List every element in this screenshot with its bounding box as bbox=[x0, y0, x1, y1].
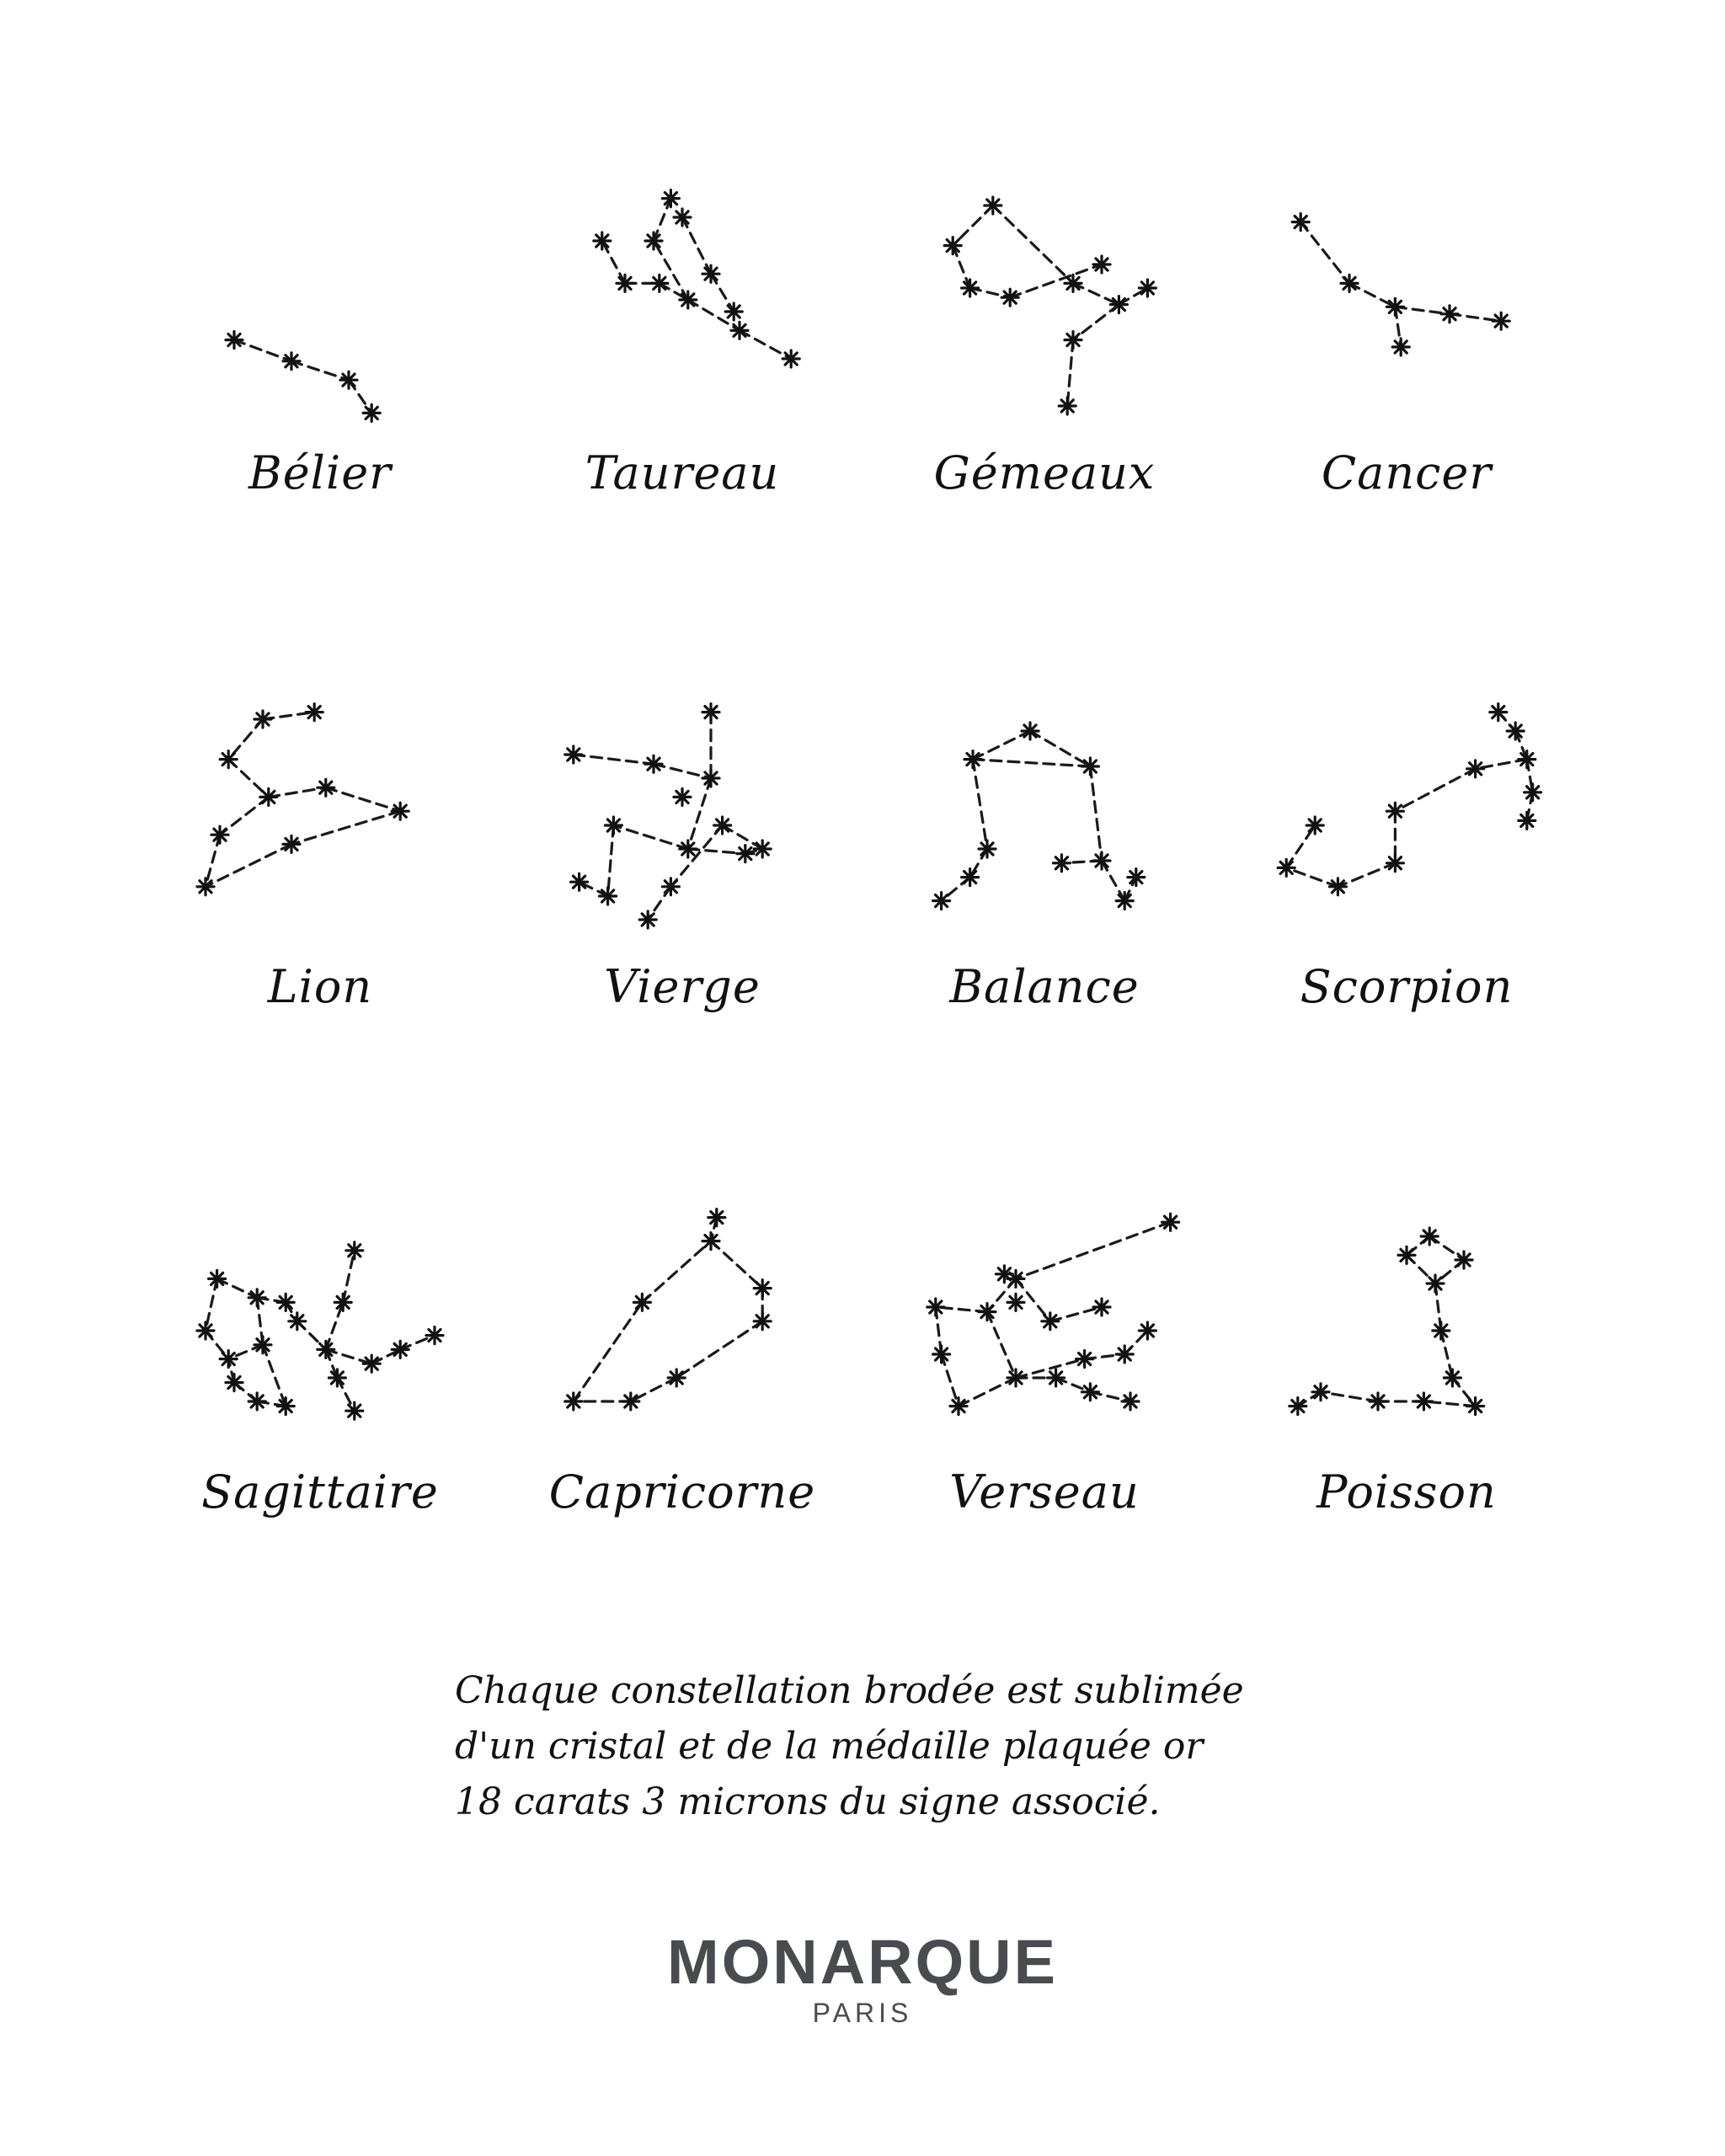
brand-logo bbox=[0, 1929, 1725, 2030]
star-icon bbox=[1065, 275, 1081, 291]
caption-line: d'un cristal et de la médaille plaquée or bbox=[455, 1725, 1204, 1768]
star-icon bbox=[334, 1294, 351, 1310]
constellation-link bbox=[1050, 1307, 1102, 1321]
star-icon bbox=[346, 1402, 363, 1419]
star-icon bbox=[1065, 332, 1081, 349]
star-icon bbox=[1042, 1313, 1059, 1330]
star-icon bbox=[1139, 1322, 1156, 1339]
constellation-link bbox=[1395, 769, 1475, 811]
star-icon bbox=[933, 893, 950, 910]
star-icon bbox=[571, 873, 588, 890]
star-icon bbox=[645, 755, 662, 772]
constellation-card bbox=[152, 682, 489, 1137]
constellation-link bbox=[337, 1378, 354, 1411]
constellation-name: Vierge bbox=[604, 960, 761, 1013]
constellation-link bbox=[688, 778, 711, 849]
star-icon bbox=[254, 1337, 271, 1353]
star-icon bbox=[651, 275, 668, 291]
star-icon bbox=[1493, 312, 1509, 329]
constellation-link bbox=[326, 787, 400, 811]
star-icon bbox=[782, 350, 799, 367]
constellation-link bbox=[220, 797, 269, 835]
star-icon bbox=[725, 303, 742, 320]
constellation-card bbox=[876, 1187, 1213, 1642]
constellation-link bbox=[631, 1378, 676, 1401]
star-icon bbox=[1139, 280, 1156, 296]
star-icon bbox=[220, 751, 237, 768]
constellation-link bbox=[400, 1336, 435, 1350]
star-icon bbox=[1093, 852, 1110, 869]
caption-line: 18 carats 3 microns du signe associé. bbox=[455, 1780, 1161, 1823]
star-icon bbox=[1128, 869, 1145, 886]
constellation-link bbox=[613, 825, 687, 849]
star-icon bbox=[283, 835, 300, 852]
constellation-link bbox=[654, 199, 670, 241]
star-icon bbox=[702, 704, 719, 721]
constellation-link bbox=[228, 1345, 263, 1359]
constellation-link bbox=[608, 825, 614, 896]
constellation-link bbox=[574, 755, 654, 764]
star-icon bbox=[754, 1313, 771, 1330]
star-icon bbox=[714, 817, 731, 834]
constellation-link bbox=[343, 1251, 355, 1303]
star-icon bbox=[392, 1341, 409, 1358]
star-icon bbox=[1386, 298, 1403, 315]
star-icon bbox=[1433, 1322, 1450, 1339]
constellation-link bbox=[993, 205, 1073, 283]
constellation-card bbox=[876, 168, 1213, 623]
star-icon bbox=[754, 1280, 771, 1297]
constellation-link bbox=[206, 835, 220, 887]
star-icon bbox=[1122, 1393, 1139, 1410]
star-icon bbox=[363, 404, 380, 421]
constellation-link bbox=[371, 1349, 400, 1364]
star-icon bbox=[289, 1313, 306, 1330]
star-icon bbox=[392, 803, 409, 819]
star-icon bbox=[1525, 784, 1541, 801]
star-icon bbox=[985, 197, 1001, 214]
constellation-link bbox=[1338, 863, 1395, 887]
star-icon bbox=[318, 1341, 334, 1358]
star-icon bbox=[702, 1233, 719, 1250]
constellation-name: Bélier bbox=[248, 446, 392, 499]
constellation-link bbox=[579, 882, 608, 896]
star-icon bbox=[328, 1369, 345, 1386]
constellation-link bbox=[1016, 1359, 1085, 1378]
constellation-link bbox=[326, 1349, 371, 1364]
star-icon bbox=[1507, 723, 1524, 739]
star-icon bbox=[283, 353, 300, 370]
star-icon bbox=[209, 1270, 226, 1287]
star-icon bbox=[1278, 859, 1295, 876]
star-icon bbox=[565, 1393, 582, 1410]
constellation-link bbox=[206, 844, 291, 886]
constellation-card bbox=[1238, 1187, 1575, 1642]
star-icon bbox=[226, 1374, 243, 1391]
star-icon bbox=[633, 1294, 650, 1310]
star-icon bbox=[1398, 1246, 1415, 1263]
star-icon bbox=[600, 888, 617, 905]
constellation-card bbox=[152, 168, 489, 623]
constellation-name: Gémeaux bbox=[933, 446, 1156, 499]
star-icon bbox=[662, 190, 679, 207]
star-icon bbox=[979, 1304, 996, 1321]
caption bbox=[455, 1663, 1297, 1830]
star-icon bbox=[277, 1398, 294, 1415]
star-icon bbox=[702, 265, 719, 282]
star-icon bbox=[1455, 1251, 1472, 1268]
star-icon bbox=[1386, 855, 1403, 872]
star-icon bbox=[1519, 812, 1535, 829]
constellation-link bbox=[291, 811, 400, 844]
star-icon bbox=[197, 1322, 214, 1339]
star-icon bbox=[933, 1346, 950, 1363]
star-icon bbox=[248, 1289, 265, 1306]
constellation-link bbox=[602, 241, 625, 283]
constellation-card bbox=[514, 168, 851, 623]
constellation-link bbox=[973, 760, 1090, 766]
constellation-link bbox=[1286, 825, 1315, 867]
constellation-link bbox=[269, 787, 326, 797]
star-icon bbox=[605, 817, 622, 834]
constellation-card bbox=[1238, 682, 1575, 1137]
constellation-link bbox=[1476, 760, 1527, 769]
star-icon bbox=[754, 841, 771, 857]
star-icon bbox=[1007, 1369, 1024, 1386]
constellation-link bbox=[942, 1354, 959, 1406]
star-icon bbox=[1162, 1214, 1179, 1230]
constellation-link bbox=[711, 1241, 762, 1289]
star-icon bbox=[1392, 339, 1409, 355]
constellation-link bbox=[682, 217, 711, 274]
star-icon bbox=[1081, 758, 1098, 775]
star-icon bbox=[944, 237, 961, 254]
star-icon bbox=[950, 1398, 967, 1415]
constellation-link bbox=[1300, 222, 1349, 284]
brand-name: MONARQUE bbox=[667, 1927, 1058, 1997]
constellation-link bbox=[973, 760, 987, 849]
star-icon bbox=[306, 704, 323, 721]
star-icon bbox=[594, 232, 611, 249]
constellation-link bbox=[1067, 340, 1073, 406]
star-icon bbox=[737, 846, 754, 862]
star-icon bbox=[1312, 1384, 1329, 1401]
star-icon bbox=[674, 788, 691, 805]
star-icon bbox=[1415, 1393, 1432, 1410]
star-icon bbox=[962, 869, 979, 886]
constellation-link bbox=[1321, 1392, 1378, 1401]
star-icon bbox=[1421, 1228, 1438, 1245]
star-icon bbox=[1441, 306, 1458, 323]
constellation-link bbox=[723, 825, 763, 849]
star-icon bbox=[674, 209, 691, 226]
constellation-link bbox=[1010, 264, 1102, 297]
star-icon bbox=[197, 878, 214, 895]
star-icon bbox=[617, 275, 633, 291]
constellation-name: Lion bbox=[267, 960, 373, 1013]
star-icon bbox=[260, 788, 277, 805]
constellation-link bbox=[291, 361, 349, 380]
star-icon bbox=[645, 232, 662, 249]
constellation-name: Cancer bbox=[1321, 446, 1493, 499]
constellation-link bbox=[654, 764, 711, 778]
constellation-link bbox=[263, 1345, 286, 1406]
constellation-link bbox=[1090, 766, 1102, 861]
star-icon bbox=[639, 911, 656, 928]
constellation-link bbox=[1030, 731, 1090, 766]
constellation-link bbox=[670, 825, 722, 887]
star-icon bbox=[248, 1393, 265, 1410]
constellation-link bbox=[234, 340, 291, 361]
star-icon bbox=[1053, 855, 1070, 872]
star-icon bbox=[1081, 1384, 1098, 1401]
star-icon bbox=[962, 280, 979, 296]
star-icon bbox=[565, 746, 582, 763]
constellation-name: Sagittaire bbox=[201, 1465, 439, 1518]
star-icon bbox=[1467, 1398, 1484, 1415]
star-icon bbox=[318, 779, 334, 796]
star-icon bbox=[226, 332, 243, 349]
star-icon bbox=[708, 1209, 725, 1226]
star-icon bbox=[927, 1299, 944, 1315]
constellation-link bbox=[740, 330, 791, 359]
star-icon bbox=[1048, 1369, 1065, 1386]
constellation-name: Capricorne bbox=[548, 1465, 816, 1518]
star-icon bbox=[668, 1369, 685, 1386]
caption-line: Chaque constellation brodée est sublimée bbox=[455, 1669, 1244, 1712]
star-icon bbox=[1110, 296, 1127, 313]
star-icon bbox=[731, 322, 748, 339]
star-icon bbox=[1076, 1351, 1093, 1368]
star-icon bbox=[340, 371, 357, 388]
brand-city: PARIS bbox=[812, 1998, 913, 2028]
star-icon bbox=[220, 1351, 237, 1368]
star-icon bbox=[1116, 1346, 1133, 1363]
star-icon bbox=[1059, 398, 1076, 414]
star-icon bbox=[1386, 803, 1403, 819]
constellation-link bbox=[953, 246, 969, 288]
star-icon bbox=[1290, 1398, 1306, 1415]
constellation-link bbox=[206, 1278, 217, 1331]
star-icon bbox=[1093, 1299, 1110, 1315]
star-icon bbox=[1427, 1275, 1444, 1292]
constellation-name: Verseau bbox=[949, 1465, 1140, 1518]
star-icon bbox=[680, 841, 697, 857]
star-icon bbox=[979, 841, 996, 857]
star-icon bbox=[1329, 878, 1346, 895]
star-icon bbox=[662, 878, 679, 895]
star-icon bbox=[211, 826, 228, 843]
constellation-link bbox=[574, 1302, 643, 1401]
constellation-link bbox=[1102, 861, 1124, 901]
star-icon bbox=[1007, 1294, 1024, 1310]
constellation-link bbox=[1349, 283, 1395, 307]
constellation-name: Taureau bbox=[585, 446, 780, 499]
star-icon bbox=[680, 291, 697, 308]
star-icon bbox=[622, 1393, 639, 1410]
constellation-card bbox=[514, 682, 851, 1137]
star-icon bbox=[1519, 751, 1535, 768]
constellation-card bbox=[1238, 168, 1575, 623]
constellation-link bbox=[711, 274, 734, 312]
constellation-name: Scorpion bbox=[1300, 960, 1514, 1013]
constellation-link bbox=[973, 731, 1030, 760]
constellation-link bbox=[642, 1241, 711, 1303]
star-icon bbox=[1001, 289, 1018, 306]
star-icon bbox=[426, 1327, 443, 1344]
constellation-link bbox=[1286, 867, 1338, 886]
constellation-card bbox=[514, 1187, 851, 1642]
star-icon bbox=[1292, 214, 1309, 231]
star-icon bbox=[1490, 704, 1507, 721]
star-icon bbox=[1370, 1393, 1386, 1410]
constellation-card bbox=[876, 682, 1213, 1137]
star-icon bbox=[996, 1266, 1012, 1283]
star-icon bbox=[1093, 256, 1110, 273]
star-icon bbox=[964, 751, 981, 768]
constellation-name: Balance bbox=[949, 960, 1140, 1013]
star-icon bbox=[1022, 723, 1039, 739]
constellation-card bbox=[152, 1187, 489, 1642]
constellation-link bbox=[1056, 1378, 1091, 1392]
star-icon bbox=[702, 770, 719, 787]
constellation-link bbox=[987, 1312, 1016, 1378]
star-icon bbox=[254, 711, 271, 728]
star-icon bbox=[1306, 817, 1323, 834]
constellation-link bbox=[1073, 283, 1119, 304]
star-icon bbox=[1341, 275, 1358, 291]
star-icon bbox=[1444, 1369, 1461, 1386]
constellation-link bbox=[217, 1278, 258, 1297]
constellation-link bbox=[1016, 1222, 1171, 1278]
constellation-link bbox=[326, 1302, 343, 1349]
star-icon bbox=[1116, 893, 1133, 910]
star-icon bbox=[363, 1355, 380, 1372]
star-icon bbox=[1467, 760, 1484, 777]
star-icon bbox=[346, 1242, 363, 1259]
star-icon bbox=[277, 1294, 294, 1310]
constellation-link bbox=[676, 1321, 762, 1378]
constellation-name: Poisson bbox=[1316, 1465, 1497, 1518]
constellation-link bbox=[959, 1378, 1016, 1406]
